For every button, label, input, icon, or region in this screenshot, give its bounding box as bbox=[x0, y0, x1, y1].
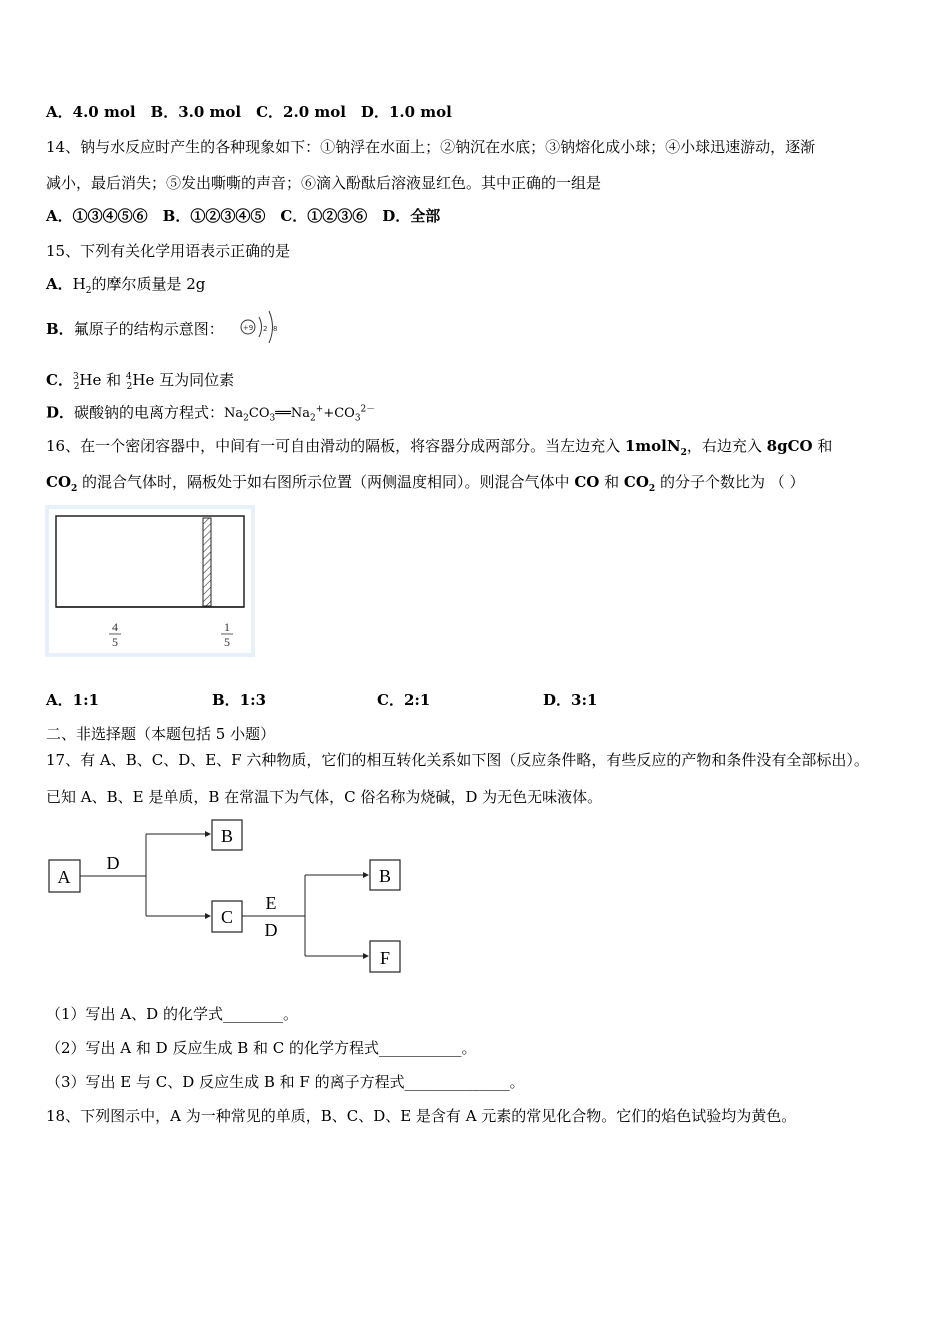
q14-stem-line2: 减小，最后消失；⑤发出嘶嘶的声音；⑥滴入酚酞后溶液显红色。其中正确的一组是 bbox=[46, 174, 602, 192]
node-f-label: F bbox=[379, 948, 391, 968]
q15-d-eq3: ══Na bbox=[275, 406, 311, 422]
q15-a-sub: 2 bbox=[85, 286, 92, 296]
q13-options: A．4.0 mol B．3.0 mol C．2.0 mol D．1.0 mol bbox=[46, 103, 452, 121]
fluorine-shell1: 2 bbox=[263, 325, 268, 333]
q15-d-eq4-sup: 2－ bbox=[360, 405, 376, 415]
node-a-label: A bbox=[57, 867, 71, 887]
q16-stem-line2 bbox=[46, 471, 804, 500]
q15-option-a bbox=[46, 273, 205, 302]
q14-options: A．①③④⑤⑥ B．①②③④⑤ C．①②③⑥ D．全部 bbox=[46, 207, 441, 225]
q17-subquestion-2: （2）写出 A 和 D 反应生成 B 和 C 的化学方程式___________。 bbox=[46, 1039, 477, 1057]
q15-c-sup2: 4 bbox=[125, 372, 132, 382]
node-b-right-label: B bbox=[378, 866, 392, 886]
q15-c-sup1: 3 bbox=[72, 372, 79, 382]
q16-l2-b: 的混合气体时，隔板处于如右图所示位置（两侧温度相同）。则混合气体中 bbox=[77, 473, 575, 491]
q15-a-h: H bbox=[72, 275, 86, 293]
q15-option-c-label: C． bbox=[46, 371, 73, 389]
q16-option-c: C．2:1 bbox=[377, 691, 431, 709]
q16-l1-b: 1molN bbox=[624, 437, 681, 455]
q15-d-eq4-sub: 3 bbox=[354, 413, 361, 424]
q15-c-el1: He 和 bbox=[79, 371, 126, 389]
q16-l1-c: ，右边充入 bbox=[686, 437, 767, 455]
node-c-label: C bbox=[220, 907, 234, 927]
q16-l2-f: 的分子个数比为 （ ） bbox=[655, 473, 805, 491]
q15-d-eq2-sub: 3 bbox=[269, 413, 276, 424]
q15-stem: 15、下列有关化学用语表示正确的是 bbox=[46, 242, 291, 260]
q16-l2-e-sub: 2 bbox=[648, 484, 656, 494]
q16-stem-line1 bbox=[46, 435, 832, 464]
q16-l1-e: 和 bbox=[812, 437, 833, 455]
q15-d-eq3-sup: + bbox=[315, 405, 324, 415]
q16-l2-d: 和 bbox=[599, 473, 624, 491]
q18-stem: 18、下列图示中，A 为一种常见的单质，B、C、D、E 是含有 A 元素的常见化合物。它们的焰色试验均为黄色。 bbox=[46, 1107, 797, 1125]
q16-l2-e: CO bbox=[623, 473, 649, 491]
q15-d-eq3-sub: 2 bbox=[310, 413, 316, 424]
q15-d-eq4: +CO bbox=[323, 406, 355, 422]
fluorine-nucleus-label: +9 bbox=[242, 324, 254, 332]
edge-label-e: E bbox=[265, 893, 277, 913]
fluorine-shell2: 8 bbox=[273, 325, 278, 333]
q15-c-el2: He 互为同位素 bbox=[132, 371, 235, 389]
fraction-left-numerator: 4 bbox=[112, 620, 118, 634]
q15-d-text: 碳酸钠的电离方程式： bbox=[74, 403, 225, 422]
sliding-partition bbox=[203, 518, 211, 606]
container-partition-figure bbox=[45, 505, 255, 657]
edge-label-d2: D bbox=[264, 920, 278, 940]
q16-option-b: B．1:3 bbox=[212, 691, 267, 709]
q17-subquestion-1: （1）写出 A、D 的化学式________。 bbox=[46, 1005, 298, 1023]
fluorine-atom-diagram bbox=[238, 307, 282, 347]
q14-stem-line1: 14、钠与水反应时产生的各种现象如下：①钠浮在水面上；②钠沉在水底；③钠熔化成小球；④小球迅速游动，逐渐 bbox=[46, 138, 816, 156]
q15-option-a-label: A． bbox=[46, 275, 73, 293]
node-b-top-label: B bbox=[220, 826, 234, 846]
q15-option-d-label: D． bbox=[46, 403, 75, 422]
q16-l1-b-sub: 2 bbox=[680, 448, 687, 458]
q16-l2-a-sub: 2 bbox=[71, 484, 78, 494]
fraction-left-denominator: 5 bbox=[112, 635, 118, 649]
section-title: 二、非选择题（本题包括 5 小题） bbox=[46, 725, 276, 743]
q15-a-rest: 的摩尔质量是 2g bbox=[91, 275, 206, 293]
q15-d-eq1-sub: 2 bbox=[243, 413, 249, 424]
q16-l2-a: CO bbox=[46, 473, 72, 491]
q15-b-text: 氟原子的结构示意图： bbox=[73, 320, 224, 338]
fraction-right-numerator: 1 bbox=[224, 620, 230, 634]
q16-l1-a: 16、在一个密闭容器中，中间有一可自由滑动的隔板，将容器分成两部分。当左边充入 bbox=[46, 437, 625, 455]
q15-d-eq1: Na bbox=[224, 406, 244, 422]
q15-d-equation bbox=[224, 405, 376, 424]
q16-l2-c: CO bbox=[574, 473, 600, 491]
q15-option-b-label: B． bbox=[46, 320, 74, 338]
q15-option-c bbox=[46, 366, 234, 398]
q15-c-sub2: 2 bbox=[126, 382, 133, 392]
q15-option-b bbox=[46, 318, 224, 340]
fraction-right-denominator: 5 bbox=[224, 635, 230, 649]
q16-option-d: D．3:1 bbox=[543, 691, 598, 709]
q16-option-a: A．1:1 bbox=[46, 691, 100, 709]
q17-subquestion-3: （3）写出 E 与 C、D 反应生成 B 和 F 的离子方程式______________。 bbox=[46, 1073, 525, 1091]
q17-stem-line2: 已知 A、B、E 是单质，B 在常温下为气体，C 俗名称为烧碱，D 为无色无味液体。 bbox=[46, 788, 603, 806]
q16-l1-d: 8gCO bbox=[766, 437, 813, 455]
q17-stem-line1: 17、有 A、B、C、D、E、F 六种物质，它们的相互转化关系如下图（反应条件略，有些反应的产物和条件没有全部标出）。 bbox=[46, 751, 869, 769]
q15-d-eq2: CO bbox=[248, 406, 270, 422]
edge-label-d1: D bbox=[106, 853, 120, 873]
reaction-flow-diagram bbox=[46, 818, 406, 978]
q15-c-sub1: 2 bbox=[73, 382, 80, 392]
q15-option-d bbox=[46, 399, 375, 430]
